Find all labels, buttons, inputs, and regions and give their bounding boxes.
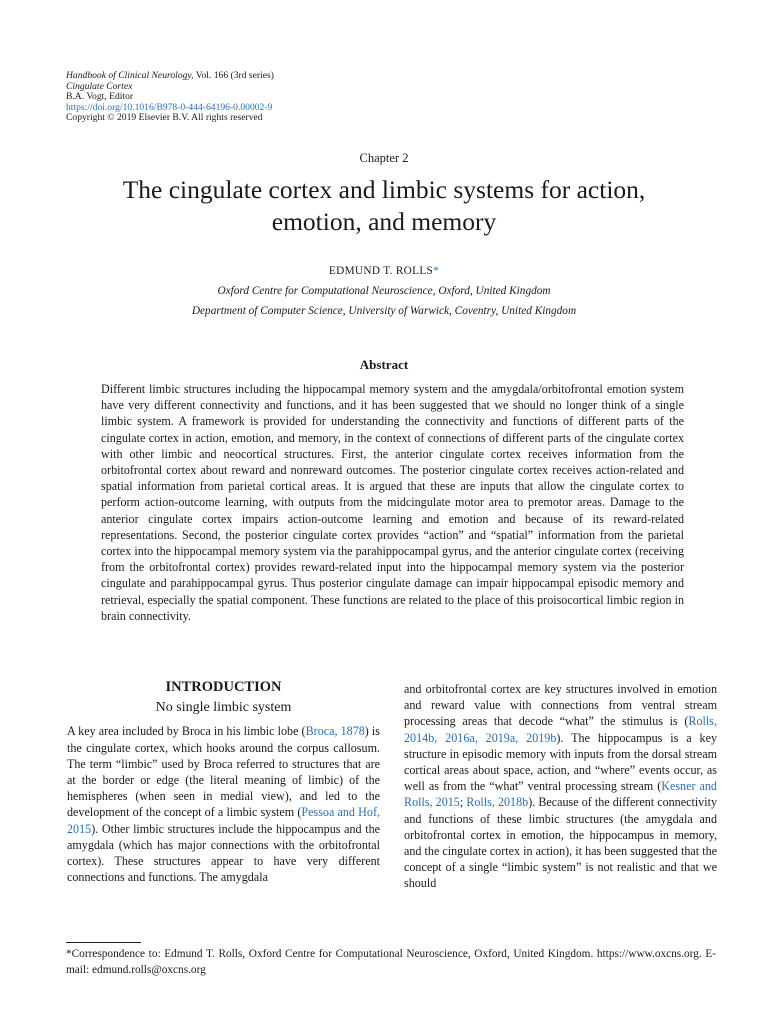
text-run: ). Other limbic structures include the hippocampus and the amygdala (which has major connections with the orbitofrontal cortex). These structures appear to have very different connections and functions. The amygdala — [67, 821, 380, 885]
editor: B.A. Vogt, Editor — [66, 91, 134, 103]
citation-link[interactable]: Kesner and Rolls, 2015 — [404, 779, 717, 810]
abstract-heading: Abstract — [359, 357, 409, 372]
article-title — [84, 174, 684, 238]
citation-link[interactable]: Pessoa and Hof, 2015 — [67, 805, 380, 836]
correspondence-footnote: *Correspondence to: Edmund T. Rolls, Oxford Centre for Computational Neuroscience, Oxford, United Kingdom. https://www.oxcns.org. E-mail: edmund.rolls@oxcns.org — [66, 948, 716, 976]
publication-metadata — [66, 71, 274, 124]
subsection-heading: No single limbic system — [155, 700, 292, 716]
citation-link[interactable]: Broca, 1878 — [305, 724, 365, 739]
right-paragraph — [404, 681, 717, 892]
series-line — [66, 71, 274, 82]
chapter-label: Chapter 2 — [359, 151, 409, 165]
author-line — [0, 265, 768, 277]
abstract-text: Different limbic structures including the hippocampal memory system and the amygdala/orbitofrontal emotion system have very different connectivity and functions, and it has been suggested that we should no longer think of a single limbic system. A framework is provided for understanding the connectivity and functions of different parts of the cingulate cortex in action, emotion, and memory, in the context of connections of different parts of the cingulate cortex with other limbic and neocortical structures. First, the anterior cingulate cortex receives information from the orbitofrontal cortex about reward and nonreward outcomes. The posterior cingulate cortex receives action-related and spatial information from parietal cortical areas. It is argued that these are inputs that allow the cingulate cortex to perform action-outcome learning, with outputs from the midcingulate motor area to premotor areas. Damage to the anterior cingulate cortex impairs action-outcome learning and emotion and because of its reward-related representations. Second, the posterior cingulate cortex provides “action” and “spatial” information from the parietal cortex into the hippocampal memory system via the parahippocampal gyrus, and the anterior cingulate cortex (receiving from the orbitofrontal cortex) provides reward-related input into the hippocampal memory system via the posterior cingulate and parahippocampal gyrus. Thus posterior cingulate damage can impair hippocampal episodic memory and retrieval, especially the spatial component. These functions are related to the place of this proisocortical limbic region in brain connectivity. — [101, 382, 684, 623]
text-run: ) is the cingulate cortex, which hooks around the corpus callosum. The term “limbic” used by Broca referred to structures that are at the border or edge (the literal meaning of limbic) of the hemispheres (when seen in medial view), and led to the development of the concept of a limbic system ( — [67, 724, 380, 820]
citation-link[interactable]: Rolls, 2018b — [466, 795, 529, 810]
text-run: and orbitofrontal cortex are key structures involved in emotion and reward value with connections from ventral stream processing areas that decode “what” the stimulus is ( — [404, 682, 717, 729]
affiliation-1: Oxford Centre for Computational Neuroscience, Oxford, United Kingdom — [217, 285, 551, 297]
introduction-heading: INTRODUCTION — [165, 679, 282, 695]
correspondence-mark[interactable]: * — [433, 265, 440, 277]
text-run: A key area included by Broca in his limbic lobe ( — [67, 724, 306, 739]
author-name: EDMUND T. ROLLS — [328, 265, 434, 277]
doi-link[interactable]: https://doi.org/10.1016/B978-0-444-64196-0.00002-9 — [66, 101, 273, 113]
title-line-2: emotion, and memory — [271, 207, 497, 236]
series-title: Handbook of Clinical Neurology, — [66, 70, 194, 81]
copyright: Copyright © 2019 Elsevier B.V. All rights reserved — [66, 112, 263, 124]
left-paragraph — [67, 723, 380, 885]
footnote-rule — [66, 942, 141, 943]
series-volume: Vol. 166 (3rd series) — [193, 70, 274, 81]
volume-title: Cingulate Cortex — [66, 80, 133, 92]
title-line-1: The cingulate cortex and limbic systems for action, — [122, 175, 646, 204]
left-column — [67, 679, 380, 885]
text-run: ). The hippocampus is a key structure in episodic memory with inputs from the dorsal stream cortical areas about space, action, and “where” events occur, as well as from the “what” ventral processing stream ( — [404, 730, 717, 794]
right-column — [404, 681, 717, 892]
text-run: ; — [459, 795, 467, 810]
affiliation-2: Department of Computer Science, University of Warwick, Coventry, United Kingdom — [191, 305, 577, 317]
citation-link[interactable]: Rolls, 2014b, 2016a, 2019a, 2019b — [404, 714, 717, 745]
text-run: ). Because of the different connectivity and functions of these limbic structures (the amygdala and orbitofrontal cortex in emotion, the hippocampus in memory, and the cingulate cortex in action), it has been suggested that the concept of a single “limbic system” is not realistic and that we should — [404, 795, 717, 891]
